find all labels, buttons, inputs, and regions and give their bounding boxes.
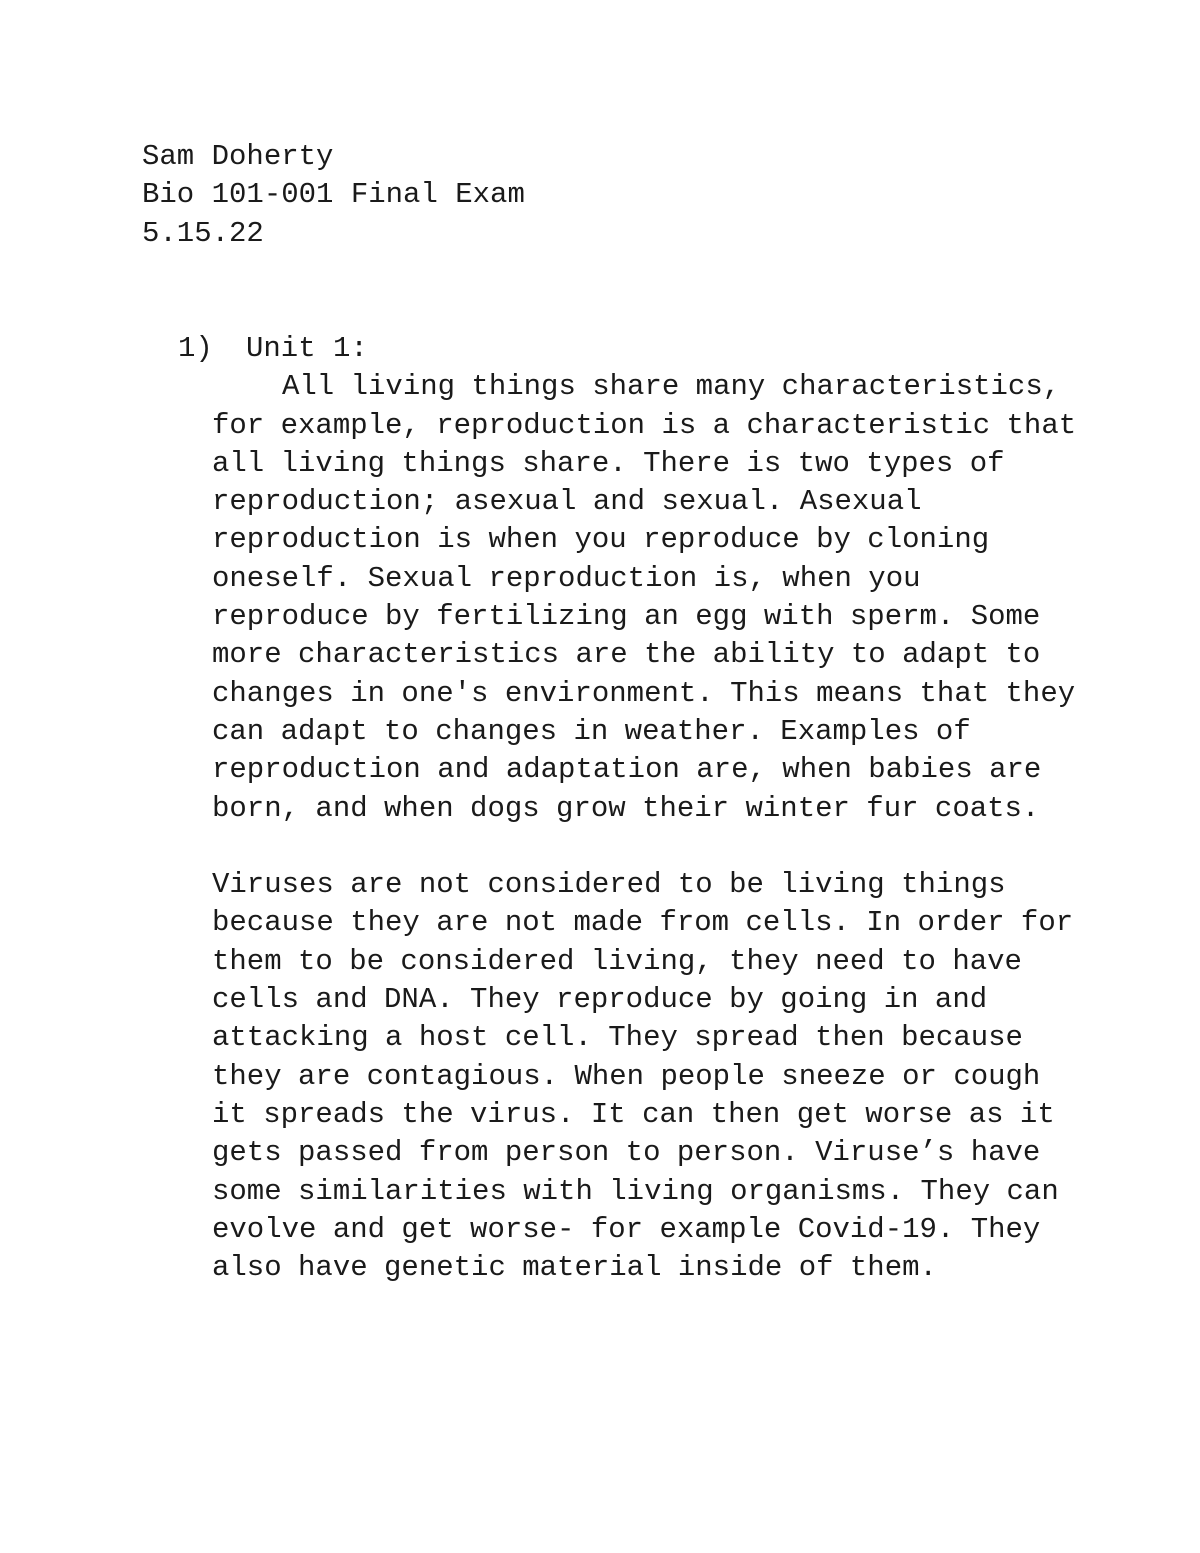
document-header bbox=[142, 138, 525, 253]
question-item bbox=[178, 330, 1078, 1287]
answer-paragraph-characteristics: All living things share many characteristics, for example, reproduction is a characteristic that all living things share. There is two types of reproduction; asexual and sexual. Asexual reproduction is when you reproduce by cloning oneself. Sexual reproduction is, when you reproduce by fertilizing an egg with sperm. Some more characteristics are the ability to adapt to changes in one's environment. This means that they can adapt to changes in weather. Examples of reproduction and adaptation are, when babies are born, and when dogs grow their winter fur coats. bbox=[212, 370, 1077, 825]
exam-date: 5.15.22 bbox=[142, 216, 264, 250]
question-heading bbox=[178, 330, 1078, 368]
question-number: 1) bbox=[178, 332, 213, 365]
student-name: Sam Doherty bbox=[142, 140, 334, 173]
course-title: Bio 101-001 Final Exam bbox=[142, 178, 525, 212]
question-title: Unit 1: bbox=[246, 332, 368, 365]
answer-paragraph-viruses: Viruses are not considered to be living things because they are not made from cells. In order for them to be considered living, they need to have cells and DNA. They reproduce by going in and attacking a host cell. They spread then because they are contagious. When people sneeze or cough it spreads the virus. It can then get worse as it gets passed from person to person. Viruse’s have some similarities with living organisms. They can evolve and get worse- for example Covid-19. They also have genetic material inside of them. bbox=[212, 868, 1074, 1285]
